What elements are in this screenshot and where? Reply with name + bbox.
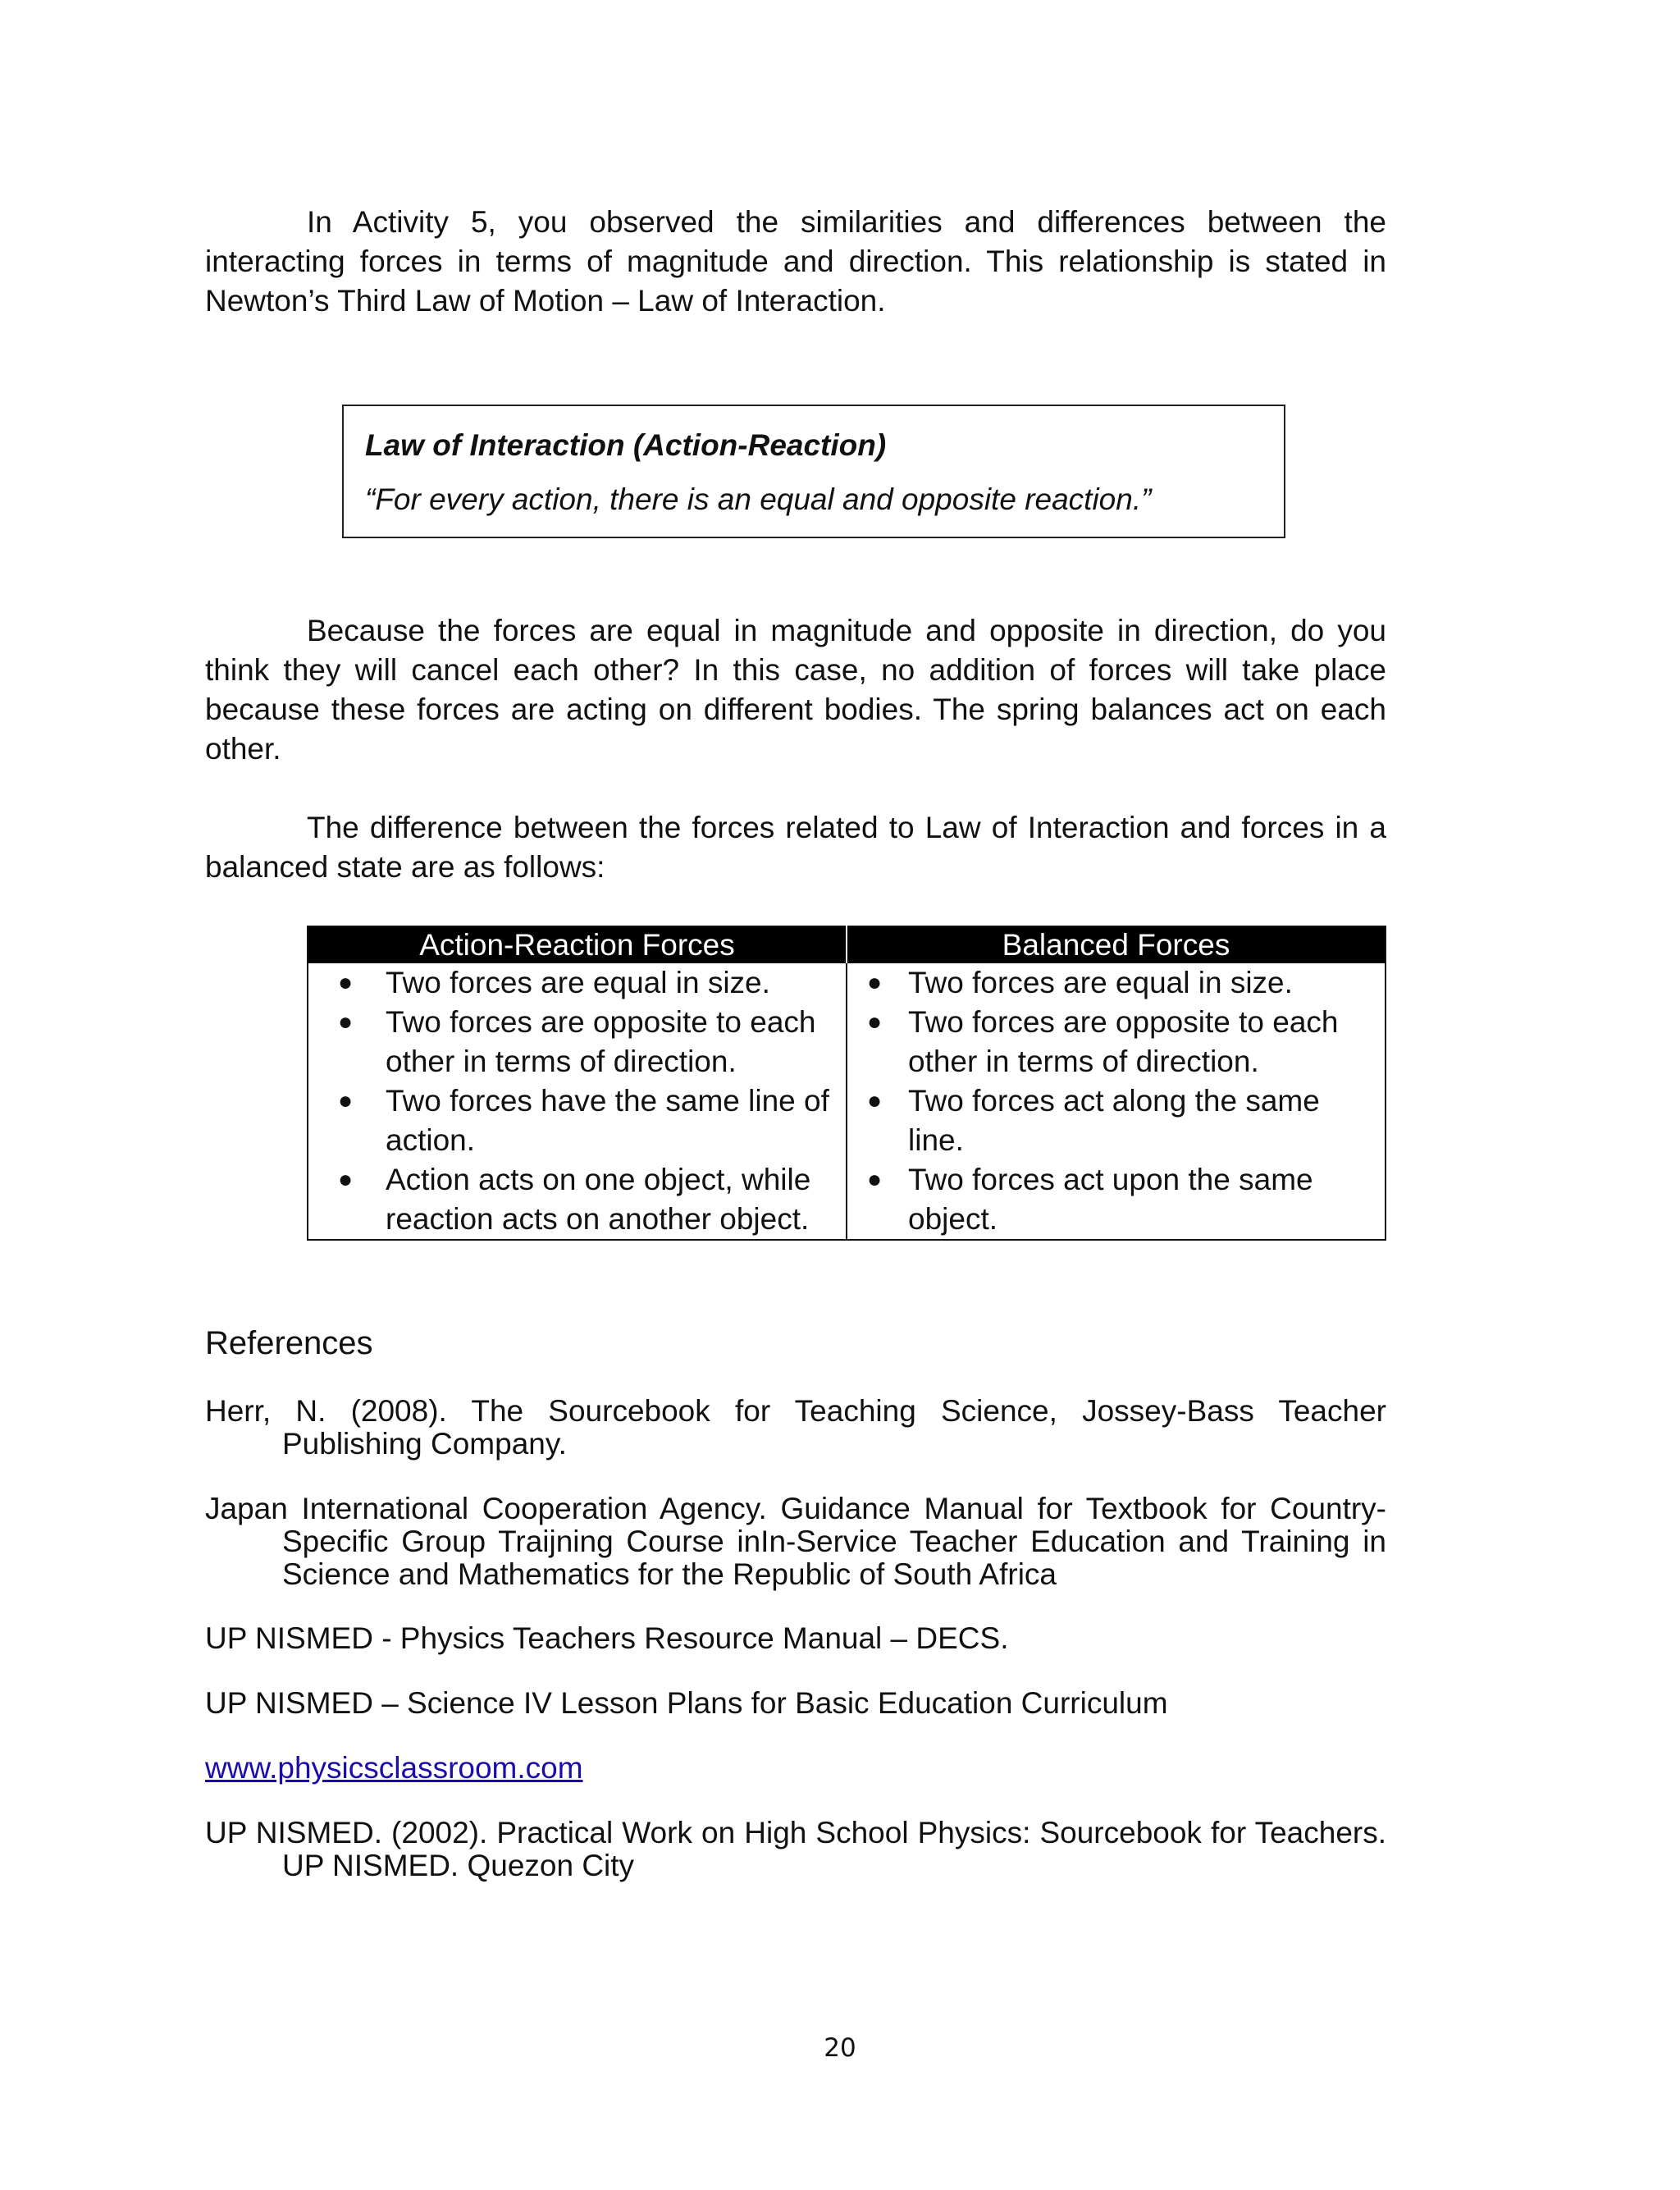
law-box-quote: “For every action, there is an equal and opposite reaction.”: [365, 482, 1152, 516]
header-action-reaction: Action-Reaction Forces: [308, 926, 847, 963]
header-balanced: Balanced Forces: [847, 926, 1386, 963]
list-item: [308, 963, 846, 1003]
bullet-icon: ●: [867, 1087, 883, 1114]
page-number: 20: [824, 2033, 856, 2063]
bullet-icon: ●: [338, 1087, 354, 1114]
bullet-icon: ●: [338, 969, 354, 996]
table-header-row: [308, 926, 1386, 963]
references-heading: References: [205, 1325, 373, 1361]
reference-item: Herr, N. (2008). The Sourcebook for Teaching Science, Jossey-Bass Teacher Publishing Company.: [205, 1394, 1386, 1461]
list-item-text: Two forces act upon the same object.: [908, 1163, 1313, 1236]
law-of-interaction-box: [342, 405, 1285, 538]
bullet-icon: ●: [867, 1166, 883, 1193]
bullet-icon: ●: [867, 969, 883, 996]
list-item: [308, 1003, 846, 1081]
list-item: [847, 1081, 1385, 1160]
reference-item: UP NISMED – Science IV Lesson Plans for Basic Education Curriculum: [205, 1686, 1168, 1720]
list-item: [847, 963, 1385, 1003]
reference-item: UP NISMED. (2002). Practical Work on High School Physics: Sourcebook for Teachers. UP NISMED. Quezon City: [205, 1816, 1386, 1882]
list-item-text: Two forces are opposite to each other in terms of direction.: [908, 1005, 1339, 1078]
intro-paragraph: [205, 203, 1386, 321]
physicsclassroom-link[interactable]: www.physicsclassroom.com: [205, 1751, 583, 1785]
list-item-text: Action acts on one object, while reaction acts on another object.: [386, 1163, 811, 1236]
intro-paragraph-text: In Activity 5, you observed the similarities and differences between the interacting forces in terms of magnitude and direction. This relationship is stated in Newton’s Third Law of Motion – Law of Interaction.: [205, 205, 1386, 318]
action-reaction-column: [308, 963, 847, 1240]
reference-link-item: [205, 1752, 1386, 1785]
list-item-text: Two forces are equal in size.: [908, 966, 1293, 999]
bullet-icon: ●: [338, 1008, 354, 1036]
list-item: [847, 1003, 1385, 1081]
balanced-column: [847, 963, 1386, 1240]
reference-item: UP NISMED - Physics Teachers Resource Manual – DECS.: [205, 1621, 1009, 1655]
list-item: [308, 1160, 846, 1239]
table-row: [308, 963, 1386, 1240]
reference-item: Japan International Cooperation Agency. Guidance Manual for Textbook for Country-Specific Group Traijning Course inIn-Service Teacher Education and Training in Science and Mathematics for the Republic of South Africa: [205, 1492, 1386, 1591]
list-item-text: Two forces are opposite to each other in terms of direction.: [386, 1005, 816, 1078]
list-item-text: Two forces are equal in size.: [386, 966, 770, 999]
paragraph-3-text: The difference between the forces related to Law of Interaction and forces in a balanced state are as follows:: [205, 811, 1386, 884]
bullet-icon: ●: [338, 1166, 354, 1193]
law-box-title: Law of Interaction (Action-Reaction): [365, 428, 887, 462]
list-item: [308, 1081, 846, 1160]
paragraph-2: [205, 611, 1386, 769]
paragraph-2-text: Because the forces are equal in magnitude and opposite in direction, do you think they will cancel each other? In this case, no addition of forces will take place because these forces are acting on different bodies. The spring balances act on each other.: [205, 614, 1386, 766]
forces-comparison-table: [307, 926, 1386, 1241]
bullet-icon: ●: [867, 1008, 883, 1036]
list-item: [847, 1160, 1385, 1239]
paragraph-3: [205, 808, 1386, 887]
list-item-text: Two forces act along the same line.: [908, 1084, 1320, 1157]
list-item-text: Two forces have the same line of action.: [386, 1084, 829, 1157]
